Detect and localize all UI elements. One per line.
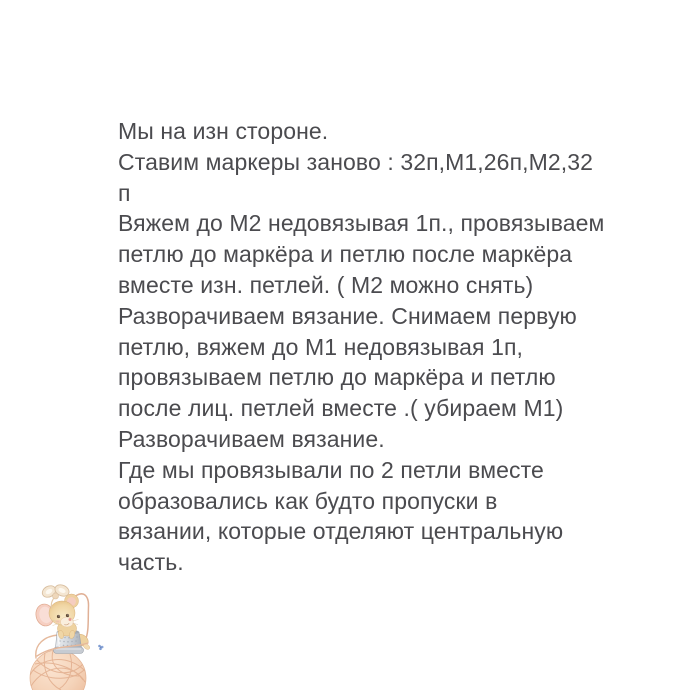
note-text-block — [118, 116, 604, 578]
note-line: Мы на изн стороне. — [118, 118, 329, 144]
note-line: Разворачиваем вязание. — [118, 425, 385, 452]
note-line: петлю до маркёра и петлю после маркёра — [118, 241, 573, 268]
note-line: вязании, которые отделяют центральную — [118, 518, 564, 545]
note-line: Ставим маркеры заново : 32п,М1,26п,М2,32 — [118, 148, 594, 175]
mouse-on-yarn-ball-illustration — [25, 580, 135, 690]
note-line: провязываем петлю до маркёра и петлю — [118, 364, 556, 391]
note-line: вместе изн. петлей. ( М2 можно снять) — [118, 271, 534, 298]
note-line: петлю, вяжем до М1 недовязывая 1п, — [118, 333, 524, 360]
flower-icon — [98, 645, 103, 650]
note-line: Разворачиваем вязание. Снимаем первую — [118, 302, 577, 329]
note-line: образовались как будто пропуски в — [118, 487, 498, 514]
yarn-ball — [30, 650, 86, 690]
note-line: Где мы провязывали по 2 петли вместе — [118, 456, 544, 483]
note-line: п — [118, 179, 131, 206]
note-line: Вяжем до М2 недовязывая 1п., провязываем — [118, 210, 605, 237]
note-line: часть. — [118, 549, 184, 576]
note-line: после лиц. петлей вместе .( убираем М1) — [118, 395, 564, 422]
